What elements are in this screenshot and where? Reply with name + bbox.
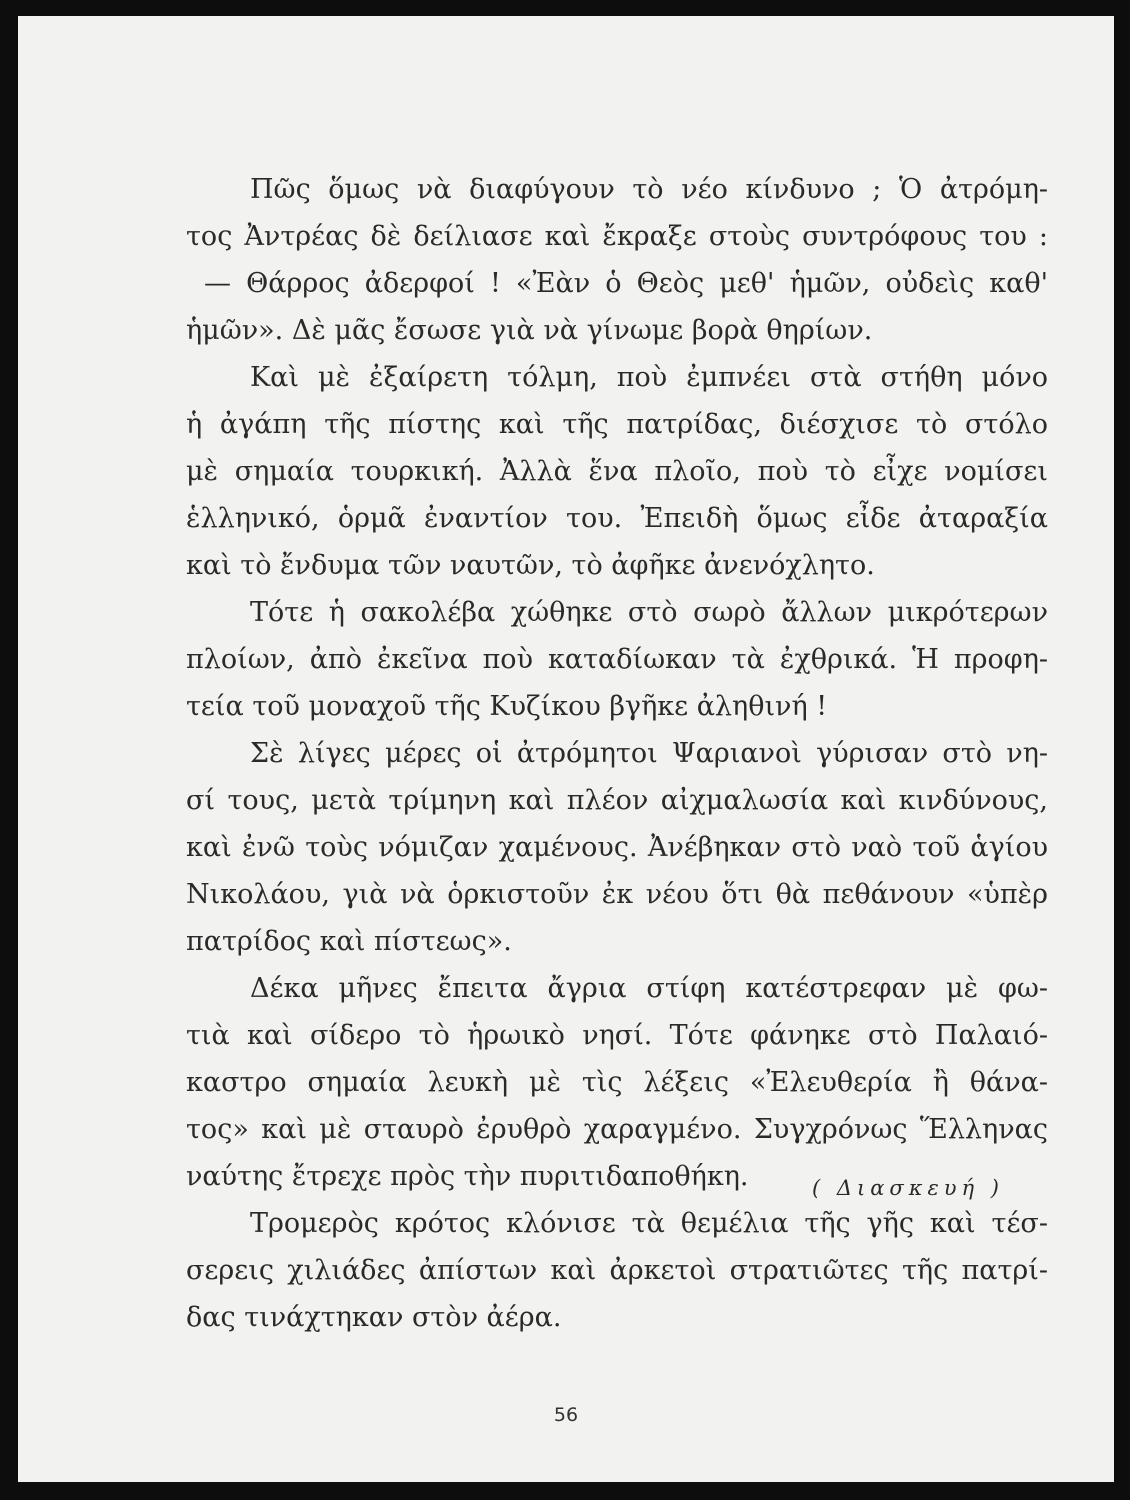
text-line: τιὰ καὶ σίδερο τὸ ἡρωικὸ νησί. Τότε φάνηκε στὸ Παλαιό-: [186, 1020, 1048, 1051]
text-line: καὶ ἐνῶ τοὺς νόμιζαν χαμένους. Ἀνέβηκαν στὸ ναὸ τοῦ ἁγίου: [186, 832, 1048, 863]
body-text: [186, 166, 1048, 1341]
text-line: καὶ τὸ ἔνδυμα τῶν ναυτῶν, τὸ ἀφῆκε ἀνενόχλητο.: [186, 550, 875, 581]
attribution: ( Διασκευή ): [811, 1176, 1004, 1200]
text-line: τεία τοῦ μοναχοῦ τῆς Κυζίκου βγῆκε ἀληθινή !: [186, 691, 828, 722]
text-line: ἡ ἀγάπη τῆς πίστης καὶ τῆς πατρίδας, διέσχισε τὸ στόλο: [186, 409, 1048, 440]
text-line: καστρο σημαία λευκὴ μὲ τὶς λέξεις «Ἐλευθερία ἢ θάνα-: [186, 1067, 1048, 1098]
page-number: 56: [553, 1404, 579, 1426]
text-line: — Θάρρος ἀδερφοί ! «Ἐὰν ὁ Θεὸς μεθ' ἡμῶν, οὐδεὶς καθ': [204, 268, 1048, 299]
text-line: σερεις χιλιάδες ἀπίστων καὶ ἀρκετοὶ στρατιῶτες τῆς πατρί-: [186, 1255, 1048, 1286]
text-line: ἑλληνικό, ὁρμᾶ ἐναντίον του. Ἐπειδὴ ὅμως εἶδε ἀταραξία: [186, 503, 1048, 534]
text-line: Τότε ἡ σακολέβα χώθηκε στὸ σωρὸ ἄλλων μικρότερων: [250, 597, 1048, 628]
text-line: Δέκα μῆνες ἔπειτα ἄγρια στίφη κατέστρεφαν μὲ φω-: [250, 973, 1048, 1004]
text-line: δας τινάχτηκαν στὸν ἀέρα.: [186, 1302, 562, 1333]
text-line: Πῶς ὅμως νὰ διαφύγουν τὸ νέο κίνδυνο ; Ὁ ἀτρόμη-: [250, 174, 1048, 205]
text-line: τος» καὶ μὲ σταυρὸ ἐρυθρὸ χαραγμένο. Συγχρόνως Ἕλληνας: [186, 1114, 1048, 1145]
text-line: ναύτης ἔτρεχε πρὸς τὴν πυριτιδαποθήκη.: [186, 1161, 749, 1192]
text-line: τος Ἀντρέας δὲ δείλιασε καὶ ἔκραξε στοὺς συντρόφους του :: [186, 221, 1048, 252]
text-line: σί τους, μετὰ τρίμηνη καὶ πλέον αἰχμαλωσία καὶ κινδύνους,: [186, 785, 1048, 816]
text-line: Καὶ μὲ ἐξαίρετη τόλμη, ποὺ ἐμπνέει στὰ στήθη μόνο: [250, 362, 1048, 393]
text-line: Σὲ λίγες μέρες οἱ ἀτρόμητοι Ψαριανοὶ γύρισαν στὸ νη-: [250, 738, 1048, 769]
text-line: πλοίων, ἀπὸ ἐκεῖνα ποὺ καταδίωκαν τὰ ἐχθρικά. Ἡ προφη-: [186, 644, 1048, 675]
text-line: μὲ σημαία τουρκική. Ἀλλὰ ἕνα πλοῖο, ποὺ τὸ εἶχε νομίσει: [186, 456, 1048, 487]
book-page: [18, 16, 1114, 1482]
text-line: Τρομερὸς κρότος κλόνισε τὰ θεμέλια τῆς γῆς καὶ τέσ-: [250, 1208, 1048, 1239]
text-line: πατρίδος καὶ πίστεως».: [186, 926, 512, 957]
text-line: Νικολάου, γιὰ νὰ ὁρκιστοῦν ἐκ νέου ὅτι θὰ πεθάνουν «ὑπὲρ: [186, 879, 1048, 910]
text-line: ἡμῶν». Δὲ μᾶς ἔσωσε γιὰ νὰ γίνωμε βορὰ θηρίων.: [186, 315, 873, 346]
